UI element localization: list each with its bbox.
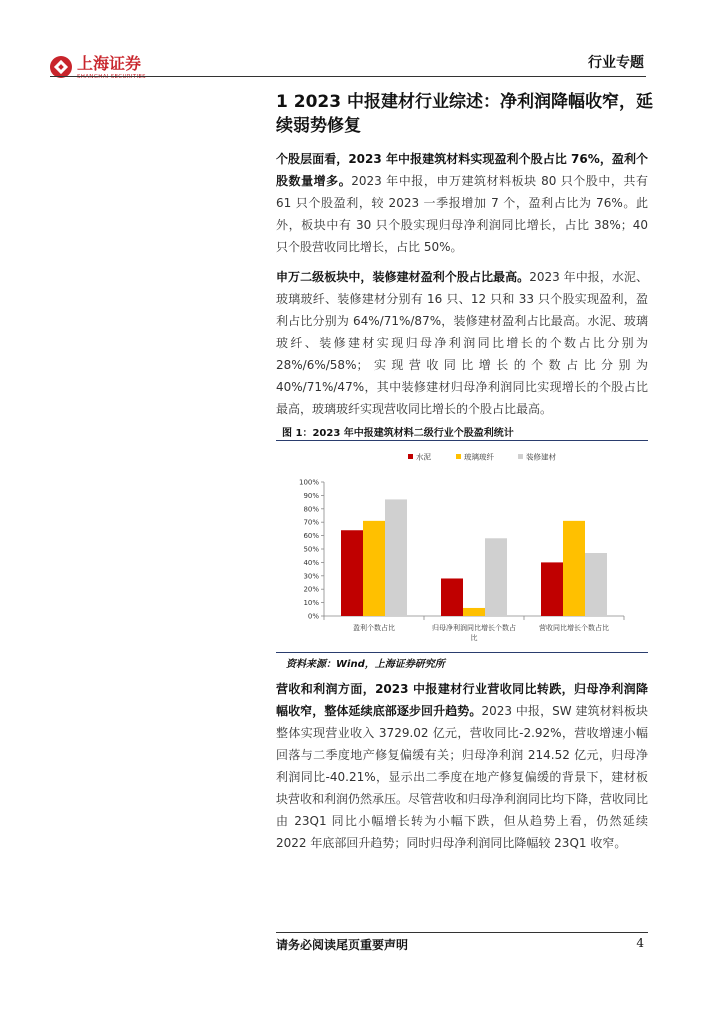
- bar: [385, 499, 407, 616]
- y-tick-label: 40%: [303, 558, 319, 567]
- figure-bottom-rule: [276, 652, 648, 653]
- legend-swatch: [456, 454, 461, 459]
- logo: [50, 55, 146, 81]
- legend-swatch: [408, 454, 413, 459]
- section-title: 1 2023 中报建材行业综述：净利润降幅收窄，延续弱势修复: [276, 92, 653, 136]
- y-tick-label: 0%: [307, 612, 319, 621]
- y-tick-label: 90%: [303, 491, 319, 500]
- legend-swatch: [518, 454, 523, 459]
- y-tick-label: 100%: [298, 478, 319, 487]
- bar: [341, 530, 363, 616]
- y-tick-label: 10%: [303, 599, 319, 608]
- chart-svg: [288, 446, 644, 646]
- x-tick-label: 归母净利润同比增长个数占: [432, 624, 516, 632]
- legend-label: 装修建材: [526, 452, 556, 462]
- bar: [585, 553, 607, 616]
- x-tick-label: 营收同比增长个数占比: [539, 624, 609, 632]
- paragraph-2: [276, 266, 648, 420]
- bar: [363, 521, 385, 616]
- x-tick-label: 比: [470, 634, 478, 642]
- chart: [288, 446, 644, 646]
- paragraph-3: [276, 678, 648, 854]
- paragraph-3-body: 2023 中报，SW 建筑材料板块整体实现营业收入 3729.02 亿元，营收同比-2.92%，营收增速小幅回落与二季度地产修复偏缓有关；归母净利润 214.52 亿元，归母净利润同比-40.21%，显示出二季度在地产修复偏缓的背景下，建材板块营收和利润仍然承压。尽管营收和归母净利润同比均下降，营收同比由 23Q1 同比小幅增长转为小幅下跌，但从趋势上看，仍然延续 2022 年底部回升趋势；同时归母净利润同比降幅较 23Q1 收窄。: [276, 704, 649, 850]
- y-tick-label: 30%: [303, 572, 319, 581]
- x-tick-label: 盈利个数占比: [353, 624, 395, 632]
- header-section: 行业专题: [588, 55, 644, 71]
- legend-label: 水泥: [416, 452, 431, 462]
- bar: [463, 608, 485, 616]
- y-tick-label: 70%: [303, 518, 319, 527]
- legend-label: 玻璃玻纤: [464, 452, 494, 462]
- y-tick-label: 80%: [303, 505, 319, 514]
- figure-source: 资料来源：Wind，上海证券研究所: [286, 659, 445, 670]
- paragraph-3-lead: 营收和利润方面，2023 中报建材行业营收同比转跌，归母净利润降幅收窄，整体延续底部逐步回升趋势。: [276, 682, 648, 718]
- paragraph-1-lead: 个股层面看，2023 年中报建筑材料实现盈利个股占比 76%，盈利个股数量增多。: [276, 152, 648, 188]
- figure-top-rule: [276, 440, 648, 441]
- bar: [441, 578, 463, 616]
- logo-en: SHANGHAI SECURITIES: [77, 74, 146, 80]
- footer-disclaimer: 请务必阅读尾页重要声明: [276, 938, 409, 952]
- figure-title: 图 1：2023 年中报建筑材料二级行业个股盈利统计: [282, 428, 514, 439]
- logo-mark-icon: [50, 56, 72, 78]
- page-number: 4: [636, 936, 644, 950]
- bar: [485, 538, 507, 616]
- bar: [563, 521, 585, 616]
- footer-divider: [276, 932, 648, 933]
- y-tick-label: 60%: [303, 532, 319, 541]
- paragraph-1: [276, 148, 648, 258]
- bar: [541, 562, 563, 616]
- paragraph-2-lead: 申万二级板块中，装修建材盈利个股占比最高。: [276, 270, 530, 284]
- header-divider: [50, 76, 646, 77]
- paragraph-2-body: 2023 年中报，水泥、玻璃玻纤、装修建材分别有 16 只、12 只和 33 只个股实现盈利，盈利占比分别为 64%/71%/87%，装修建材盈利占比最高。水泥、玻璃玻纤、装修建材实现归母净利润同比增长的个数占比分别为 28%/6%/58%；实现营收同比增长的个数占比分别为 40%/71%/47%，其中装修建材归母净利润同比实现增长的个股占比最高，玻璃玻纤实现营收同比增长的个股占比最高。: [276, 270, 648, 416]
- paragraph-1-body: 2023 年中报，申万建筑材料板块 80 只个股中，共有 61 只个股盈利，较 2023 一季报增加 7 个，盈利占比为 76%。此外，板块中有 30 只个股实现归母净利润同比增长，占比 38%；40 只个股营收同比增长，占比 50%。: [276, 174, 648, 254]
- logo-cn: 上海证券: [77, 54, 142, 73]
- y-tick-label: 20%: [303, 585, 319, 594]
- y-tick-label: 50%: [303, 545, 319, 554]
